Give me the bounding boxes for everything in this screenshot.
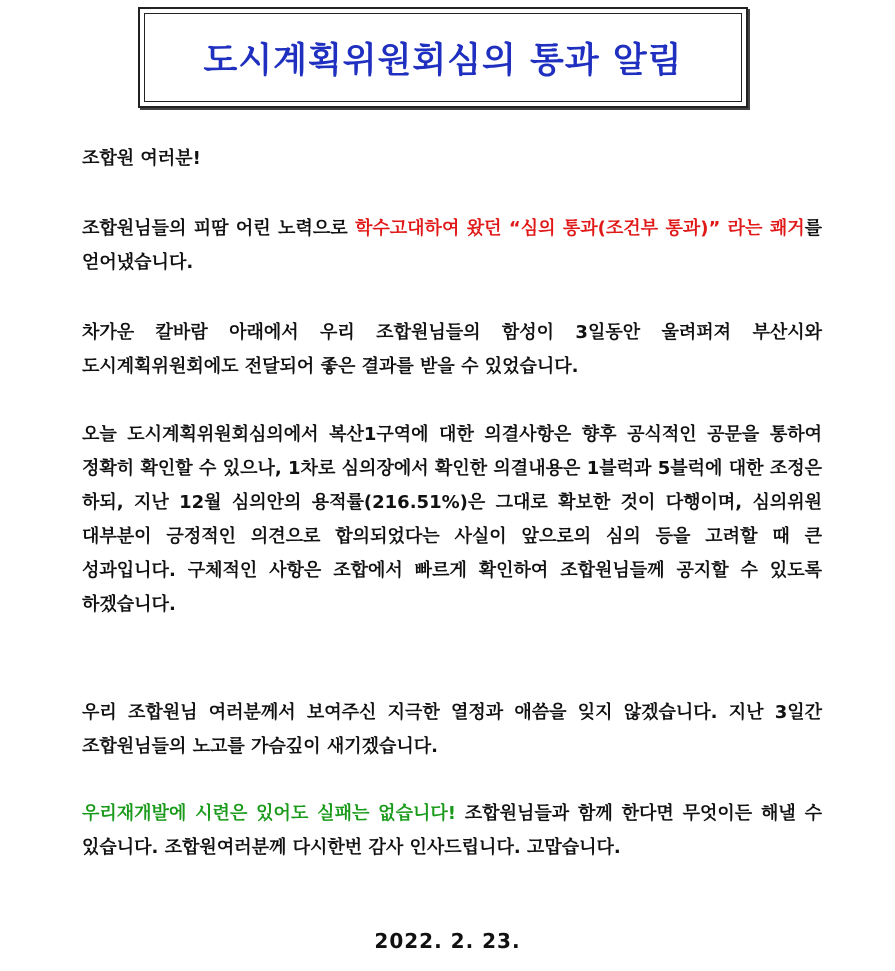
title-box [138,7,748,108]
paragraph-5-rest: 조합원님들과 함께 한다면 무엇이든 해낼 수 있습니다. 조합원여러분께 다시한번 감사 인사드립니다. 고맙습니다. [82,803,822,858]
paragraph-1-highlight: 학수고대하여 왔던 “심의 통과(조건부 통과)” 라는 쾌거 [355,218,805,239]
paragraph-1 [82,212,822,280]
paragraph-4: 우리 조합원님 여러분께서 보여주신 지극한 열정과 애씀을 잊지 않겠습니다. 지난 3일간 조합원님들의 노고를 가슴깊이 새기겠습니다. [82,702,822,757]
notice-date: 2022. 2. 23. [374,929,521,953]
paragraph-1-end: 를 얻어냈습니다. [82,218,822,273]
greeting: 조합원 여러분! [82,148,201,169]
paragraph-5-highlight: 우리재개발에 시련은 있어도 실패는 없습니다! [82,803,456,824]
paragraph-2: 차가운 칼바람 아래에서 우리 조합원님들의 함성이 3일동안 울려퍼져 부산시와 도시계획위원회에도 전달되어 좋은 결과를 받을 수 있었습니다. [82,322,822,377]
paragraph-5 [82,797,822,865]
paragraph-1-start: 조합원님들의 피땀 어린 노력으로 [82,218,355,239]
paragraph-3: 오늘 도시계획위원회심의에서 복산1구역에 대한 의결사항은 향후 공식적인 공문을 통하여 정확히 확인할 수 있으나, 1차로 심의장에서 확인한 의결내용은 1블럭과 5블럭에 대한 조정은 하되, 지난 12월 심의안의 용적률(216.51%)은 그대로 확보한 것이 다행이며, 심의위원 대부분이 긍정적인 의견으로 합의되었다는 사실이 앞으로의 심의 등을 고려할 때 큰 성과입니다. 구체적인 사항은 조합에서 빠르게 확인하여 조합원님들께 공지할 수 있도록 하겠습니다. [82,424,822,615]
page-title: 도시계획위원회심의 통과 알림 [203,40,683,81]
